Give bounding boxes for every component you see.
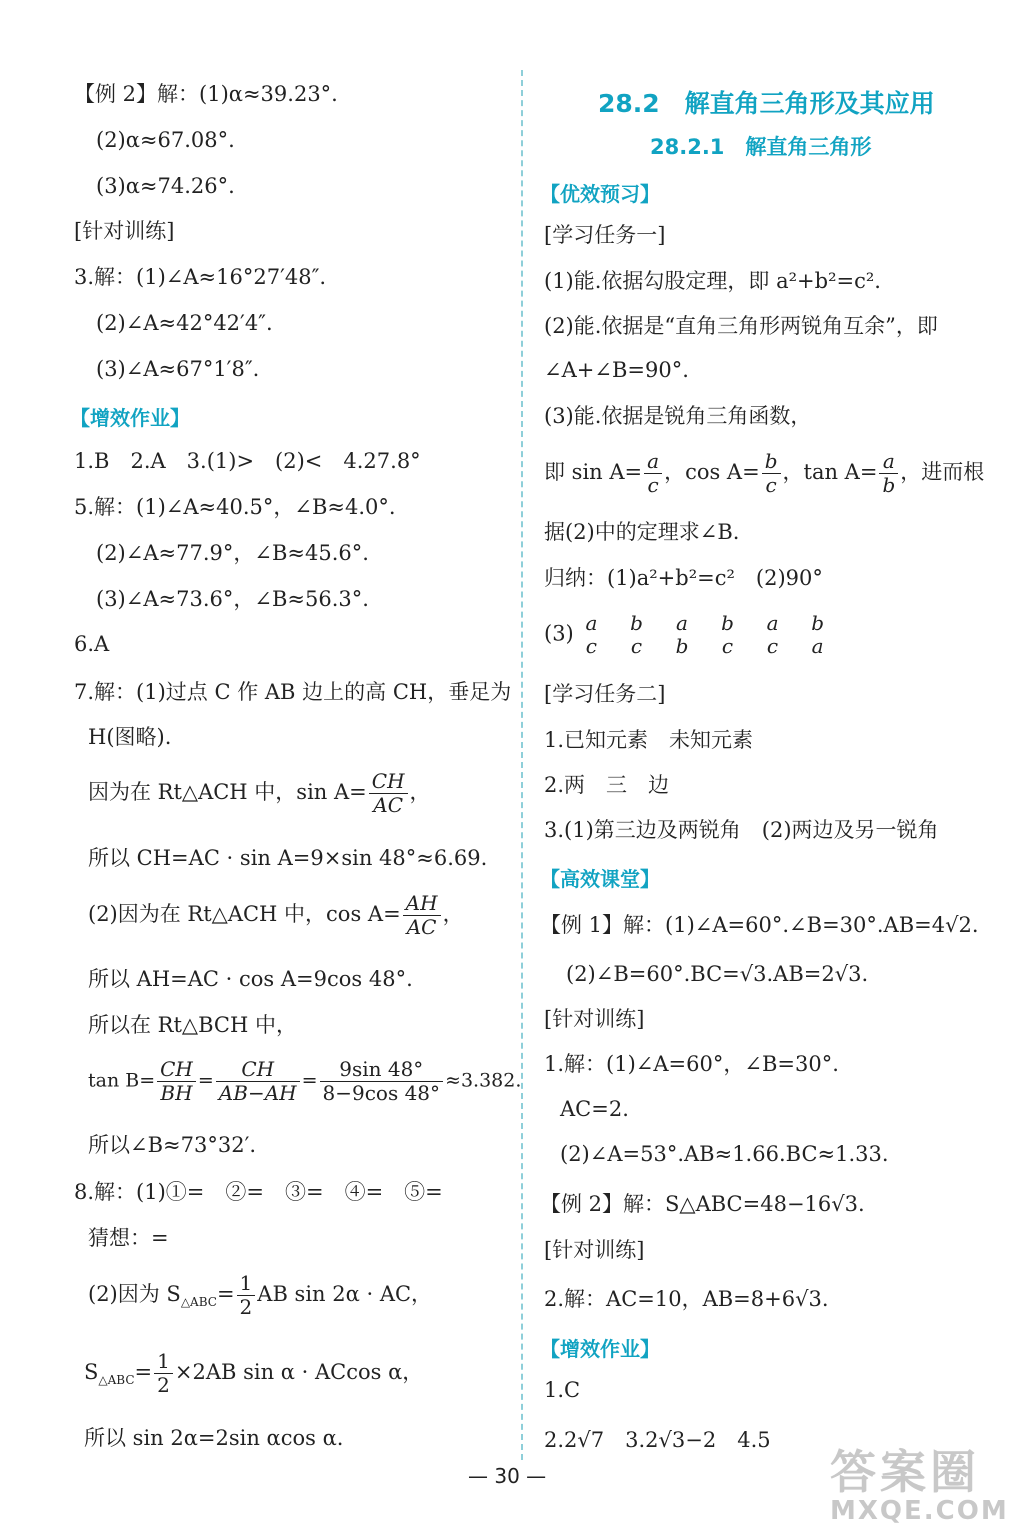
text: tan B=: [88, 1069, 156, 1092]
denominator: c: [765, 473, 777, 497]
section-heading: 【高效课堂】: [540, 867, 660, 891]
numerator: 1: [237, 1272, 256, 1296]
text: 因为在 Rt△ACH 中，sin A=: [88, 780, 367, 804]
answer-line: 8.解：(1)①= ②= ③= ④= ⑤=: [74, 1180, 443, 1204]
numerator: CH: [369, 770, 408, 794]
numerator: b: [762, 450, 781, 474]
answer-line: (2)∠A≈77.9°，∠B≈45.6°.: [96, 541, 369, 565]
answer-line: 归纳：(1)a²+b²=c² (2)90°: [544, 566, 823, 590]
task-heading: [学习任务二]: [544, 682, 666, 706]
task-heading: [学习任务一]: [544, 223, 666, 247]
answer-line: 3.(1)第三边及两锐角 (2)两边及另一锐角: [544, 818, 939, 842]
denominator: 8−9cos 48°: [322, 1081, 441, 1105]
answer-line: (2)∠B=60°.BC=√3.AB=2√3.: [566, 962, 869, 986]
fraction: [718, 612, 737, 658]
text: ，cos A=: [664, 460, 760, 484]
numerator: b: [630, 611, 643, 635]
answer-line: 2.两 三 边: [544, 773, 670, 797]
numerator: 1: [154, 1350, 173, 1374]
answer-line: 7.解：(1)过点 C 作 AB 边上的高 CH，垂足为: [74, 680, 512, 704]
answer-line: ∠A+∠B=90°.: [544, 358, 689, 382]
answer-line: 据(2)中的定理求∠B.: [544, 520, 740, 544]
numerator: AH: [403, 892, 441, 916]
fraction: [673, 612, 692, 658]
numerator: CH: [216, 1058, 300, 1082]
answer-line: 所以∠B≈73°32′.: [88, 1133, 257, 1157]
denominator: b: [882, 473, 896, 497]
text: ，: [409, 780, 431, 804]
text: (2)因为在 Rt△ACH 中，cos A=: [88, 902, 401, 926]
section-heading: 【优效预习】: [540, 182, 660, 206]
practice-heading: [针对训练]: [544, 1238, 645, 1262]
numerator: b: [811, 611, 824, 635]
numerator: CH: [157, 1058, 196, 1082]
text: =: [134, 1360, 153, 1384]
answer-line: 所以 sin 2α=2sin αcos α.: [84, 1426, 344, 1450]
numerator: a: [676, 611, 688, 635]
answer-line: (2)∠A=53°.AB≈1.66.BC≈1.33.: [560, 1142, 889, 1166]
answer-line: (3)∠A≈73.6°，∠B≈56.3°.: [96, 587, 369, 611]
page-number: — 30 —: [468, 1464, 547, 1488]
denominator: c: [766, 634, 779, 658]
answer-line: 1.C: [544, 1378, 581, 1402]
fraction: [403, 892, 441, 939]
denominator: 2: [157, 1373, 170, 1397]
denominator: 2: [239, 1295, 253, 1319]
numerator: b: [721, 611, 734, 635]
fraction: [764, 612, 782, 658]
formula-line: [84, 1350, 423, 1397]
fraction: [808, 612, 827, 658]
formula-line: [88, 1272, 432, 1319]
answer-line: 5.解：(1)∠A≈40.5°，∠B≈4.0°.: [74, 495, 396, 519]
fraction: [157, 1058, 196, 1105]
subscript: △ABC: [98, 1373, 135, 1388]
answer-line: 1.解：(1)∠A=60°，∠B=30°.: [544, 1052, 839, 1076]
text: (3): [544, 621, 574, 646]
formula-line: [544, 612, 829, 658]
answer-line: (3)α≈74.26°.: [96, 174, 235, 198]
text: ≈3.382.: [445, 1069, 522, 1092]
text: ，tan A=: [782, 460, 878, 484]
fraction: [320, 1058, 444, 1105]
watermark-text: 答案圈: [830, 1445, 980, 1499]
section-heading: 【增效作业】: [540, 1337, 660, 1361]
fraction: [369, 770, 408, 817]
column-divider: [521, 70, 523, 1460]
text: ，进而根: [900, 460, 985, 484]
answer-line: 所以 CH=AC · sin A=9×sin 48°≈6.69.: [88, 846, 488, 870]
numerator: a: [879, 450, 898, 474]
example-2-answer: 【例 2】解：(1)α≈39.23°.: [74, 82, 338, 106]
answer-line: 2.2√7 3.2√3−2 4.5: [544, 1428, 771, 1452]
practice-heading: [针对训练]: [544, 1007, 645, 1031]
fraction: [154, 1350, 173, 1397]
text: ×2AB sin α · ACcos α，: [174, 1360, 424, 1384]
formula-line: [88, 1058, 521, 1105]
example-2-answer: 【例 2】解：S△ABC=48−16√3.: [540, 1192, 865, 1216]
answer-line: 猜想：=: [88, 1226, 169, 1250]
subscript: △ABC: [180, 1295, 217, 1310]
answer-line: (2)α≈67.08°.: [96, 128, 235, 152]
answer-line: (2)能.依据是“直角三角形两锐角互余”，即: [544, 314, 938, 338]
denominator: c: [630, 634, 643, 658]
practice-heading: [针对训练]: [74, 219, 175, 243]
answer-line: 6.A: [74, 632, 110, 656]
formula-line: [88, 770, 431, 817]
formula-line: [544, 450, 984, 497]
answer-line: 1.B 2.A 3.(1)> (2)< 4.27.8°: [74, 449, 421, 473]
numerator: 9sin 48°: [320, 1058, 444, 1082]
answer-line: (1)能.依据勾股定理，即 a²+b²=c².: [544, 269, 881, 293]
fraction: [582, 612, 600, 658]
fraction: [762, 450, 781, 497]
watermark-logo: [830, 1436, 1010, 1532]
answer-line: 所以在 Rt△BCH 中，: [88, 1013, 297, 1037]
denominator: b: [675, 634, 689, 658]
denominator: c: [721, 634, 734, 658]
answer-line: 2.解：AC=10，AB=8+6√3.: [544, 1287, 829, 1311]
denominator: c: [647, 473, 659, 497]
text: 即 sin A=: [544, 460, 643, 484]
fraction: [237, 1272, 256, 1319]
fraction: [627, 612, 646, 658]
answer-line: 3.解：(1)∠A≈16°27′48″.: [74, 265, 327, 289]
answer-line: (2)∠A≈42°42′4″.: [96, 311, 273, 335]
answer-line: 1.已知元素 未知元素: [544, 728, 754, 752]
numerator: a: [766, 611, 779, 635]
text: S: [84, 1360, 99, 1384]
text: =: [216, 1282, 235, 1306]
fraction: [879, 450, 898, 497]
denominator: AC: [406, 915, 437, 939]
text: AB sin 2α · AC，: [257, 1282, 433, 1306]
text: =: [301, 1069, 318, 1092]
answer-line: (3)能.依据是锐角三角函数，: [544, 404, 812, 428]
text: =: [197, 1069, 214, 1092]
answer-line: H(图略).: [88, 725, 172, 749]
text: (2)因为 S: [88, 1282, 181, 1306]
denominator: a: [811, 634, 824, 658]
denominator: AC: [373, 793, 404, 817]
answer-line: (3)∠A≈67°1′8″.: [96, 357, 260, 381]
formula-line: [88, 892, 464, 939]
watermark-url: MXQE.COM: [830, 1496, 1009, 1526]
section-title: 28.2 解直角三角形及其应用: [598, 89, 935, 118]
text: ，: [442, 902, 464, 926]
subsection-title: 28.2.1 解直角三角形: [650, 135, 872, 159]
denominator: BH: [160, 1081, 193, 1105]
numerator: a: [644, 450, 662, 474]
fraction: [216, 1058, 300, 1105]
denominator: c: [585, 634, 597, 658]
numerator: a: [585, 611, 598, 635]
example-1-answer: 【例 1】解：(1)∠A=60°.∠B=30°.AB=4√2.: [540, 913, 979, 937]
denominator: AB−AH: [218, 1081, 297, 1105]
answer-line: AC=2.: [560, 1097, 629, 1121]
answer-line: 所以 AH=AC · cos A=9cos 48°.: [88, 967, 413, 991]
section-heading: 【增效作业】: [70, 406, 190, 430]
fraction: [644, 450, 662, 497]
